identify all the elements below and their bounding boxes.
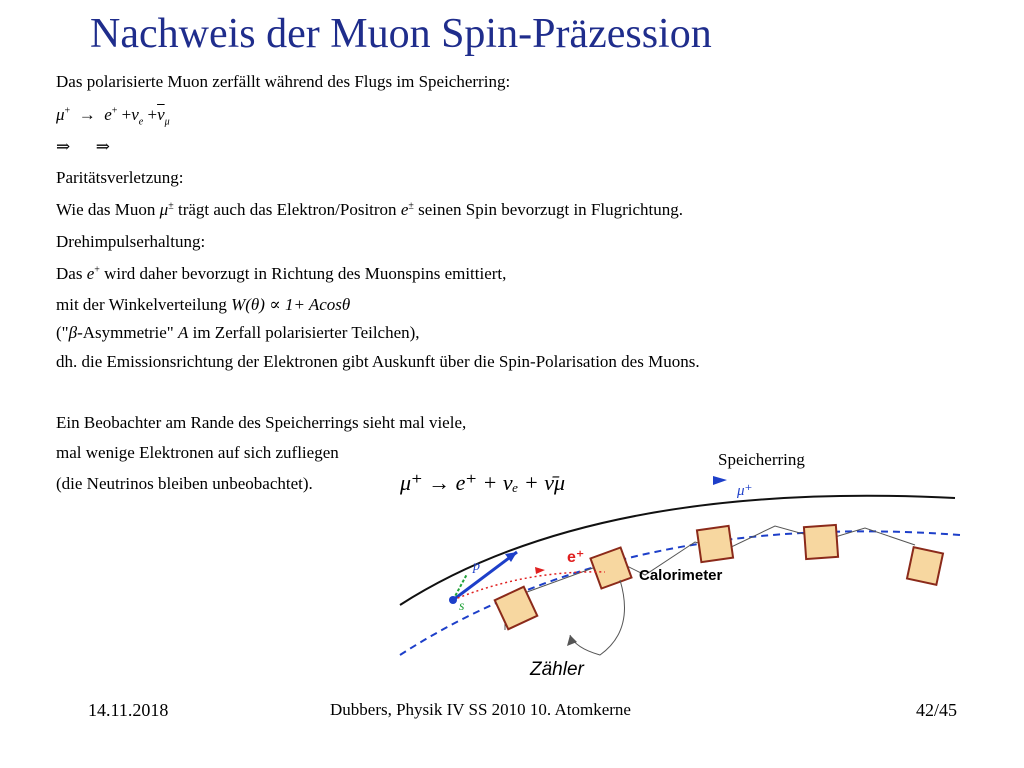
line-emission: Das e+ wird daher bevorzugt in Richtung des Muonspins emittiert, (56, 264, 507, 283)
line-intro: Das polarisierte Muon zerfällt während des Flugs im Speicherring: (56, 72, 511, 91)
line-angular-momentum: Drehimpulserhaltung: (56, 232, 206, 251)
mu-plus-label: μ⁺ (737, 483, 753, 499)
counter-label: Zähler (530, 659, 584, 680)
decay-equation: $\mu^+ \to e^+ +\nu_e +\overline{\nu}_\mu$ (56, 105, 170, 128)
calorimeter-block-2 (697, 526, 733, 562)
footer-date: 14.11.2018 (88, 700, 169, 720)
line-few-electrons: mal wenige Elektronen auf sich zufliegen (56, 443, 339, 462)
ring-label: Speicherring (718, 450, 805, 469)
line-conclusion: dh. die Emissionsrichtung der Elektronen gibt Auskunft über die Spin-Polarisation des Muons. (56, 352, 700, 371)
calorimeter-block-3 (804, 525, 838, 559)
muon-dot (449, 596, 457, 604)
calorimeter-label: Calorimeter (639, 567, 723, 584)
line-spin: Wie das Muon μ± trägt auch das Elektron/Positron e± seinen Spin bevorzugt in Flugrichtung. (56, 200, 683, 219)
spin-label: s (459, 599, 465, 614)
figure-decay-formula: μ⁺ → e⁺ + νₑ + ν̄μ (400, 470, 566, 495)
momentum-label: p (473, 559, 480, 574)
line-observer: Ein Beobachter am Rande des Speicherrings sieht mal viele, (56, 413, 467, 432)
positron-label: e⁺ (567, 549, 585, 566)
footer-page-number: 42/45 (916, 700, 958, 720)
footer-source: Dubbers, Physik IV SS 2010 10. Atomkerne (330, 700, 631, 719)
line-parity: Paritätsverletzung: (56, 168, 184, 187)
storage-ring-figure (395, 430, 965, 690)
line-neutrinos: (die Neutrinos bleiben unbeobachtet). (56, 474, 313, 493)
implication-arrows: ⇒ ⇒ (56, 137, 110, 156)
line-distribution: mit der Winkelverteilung W(θ) ∝ 1+ Acosθ (56, 295, 351, 314)
line-asymmetry: ("β-Asymmetrie" A im Zerfall polarisierter Teilchen), (56, 323, 420, 342)
slide-title: Nachweis der Muon Spin-Präzession (90, 11, 712, 57)
calorimeter-block-4 (907, 547, 943, 585)
